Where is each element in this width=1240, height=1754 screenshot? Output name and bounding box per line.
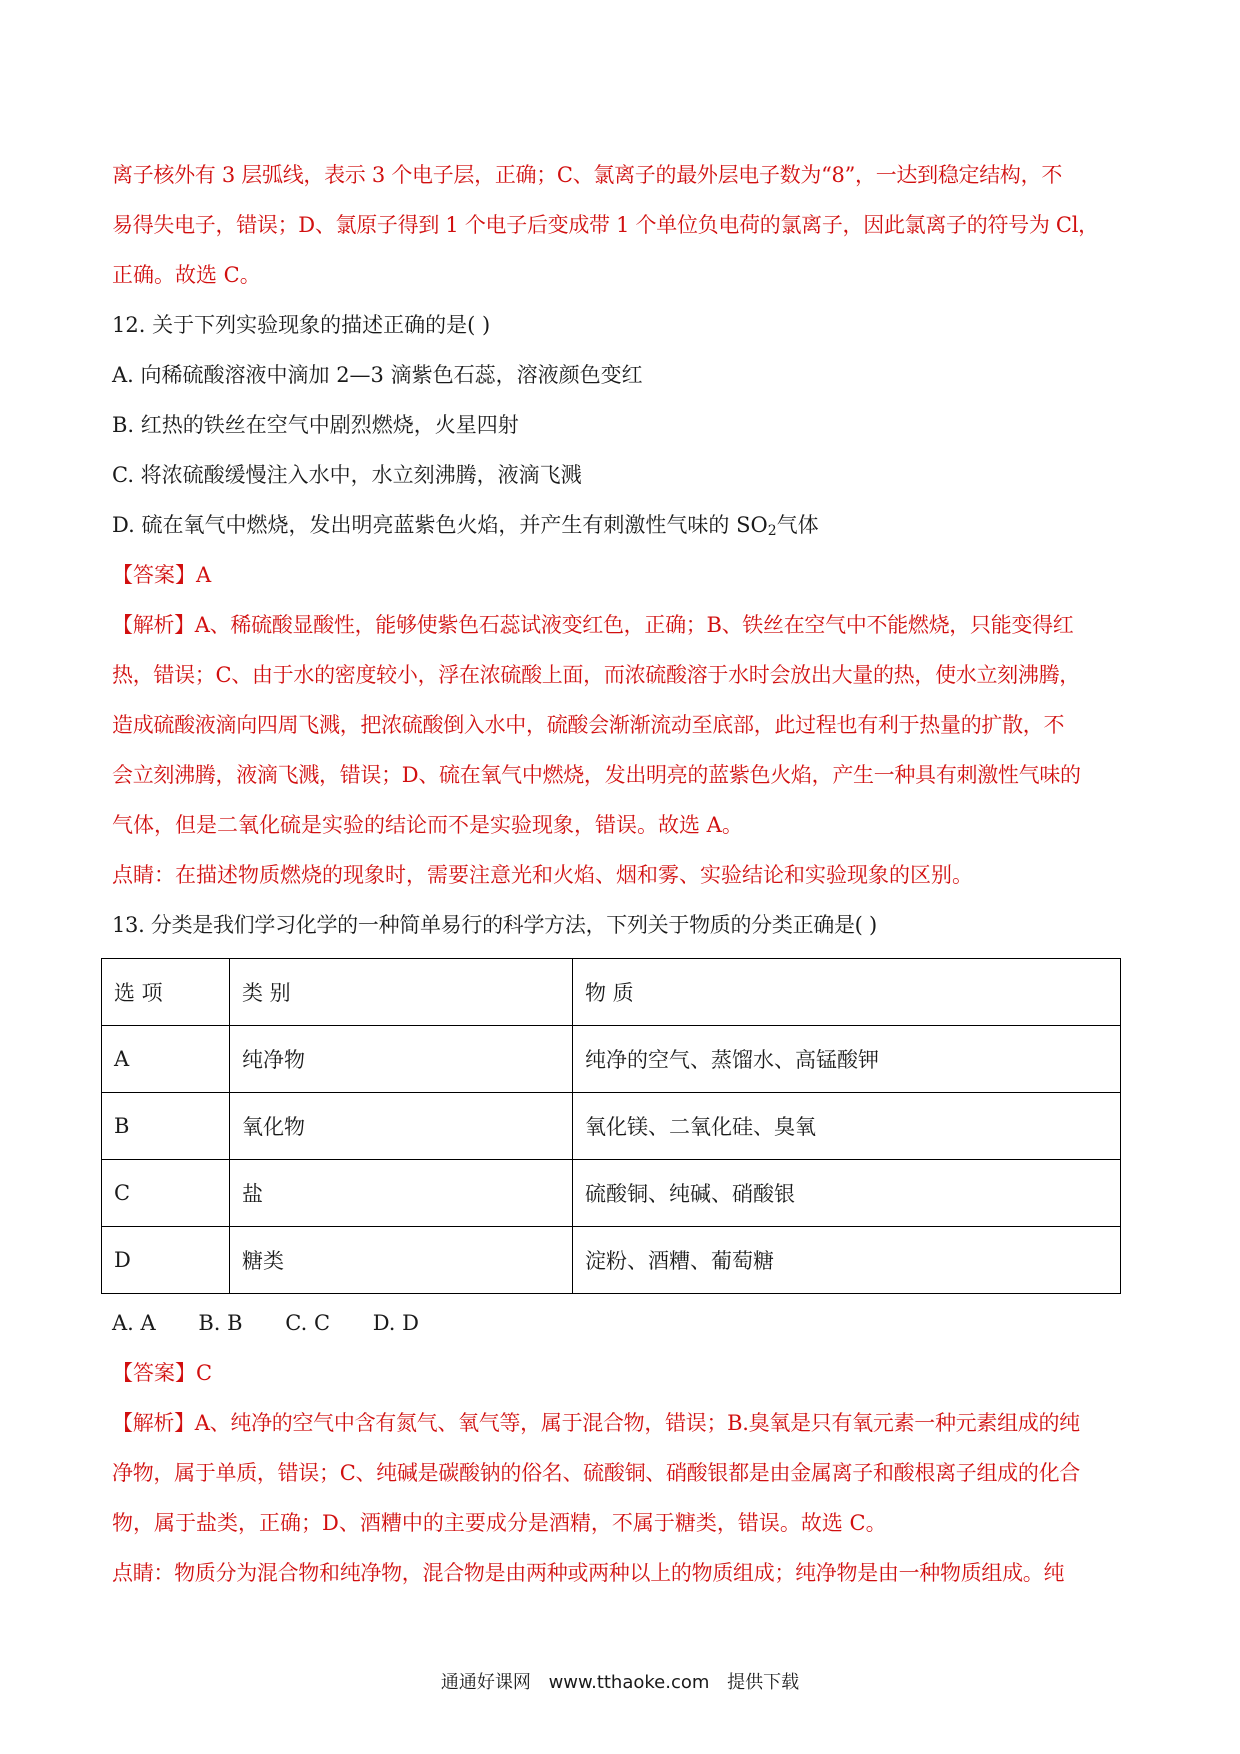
question-12-answer: 【答案】A bbox=[112, 563, 212, 587]
question-12-option-b: B. 红热的铁丝在空气中剧烈燃烧，火星四射 bbox=[112, 413, 519, 437]
question-13-choices bbox=[112, 1298, 1132, 1348]
question-13-choice-d: D. D bbox=[372, 1311, 419, 1335]
table-header-cell: 物 质 bbox=[573, 959, 1121, 1026]
table-cell: 纯净的空气、蒸馏水、高锰酸钾 bbox=[573, 1026, 1121, 1093]
question-13-stem: 13. 分类是我们学习化学的一种简单易行的科学方法，下列关于物质的分类正确是( ) bbox=[112, 913, 877, 937]
classification-table bbox=[101, 958, 1121, 1294]
question-13-explanation-line-1: 【解析】A、纯净的空气中含有氮气、氧气等，属于混合物，错误；B.臭氧是只有氧元素一种元素组成的纯 bbox=[112, 1411, 1080, 1435]
table-cell: 淀粉、酒糟、葡萄糖 bbox=[573, 1227, 1121, 1294]
table-cell: 氧化镁、二氧化硅、臭氧 bbox=[573, 1093, 1121, 1160]
table-cell: 纯净物 bbox=[230, 1026, 573, 1093]
table-cell: B bbox=[102, 1093, 230, 1160]
table-cell: 盐 bbox=[230, 1160, 573, 1227]
question-13-choice-a: A. A bbox=[112, 1311, 156, 1335]
table-cell: 硫酸铜、纯碱、硝酸银 bbox=[573, 1160, 1121, 1227]
question-13-explanation-line-3: 物，属于盐类，正确；D、酒糟中的主要成分是酒精，不属于糖类，错误。故选 C。 bbox=[112, 1511, 887, 1535]
prev-explanation-line-2: 易得失电子，错误；D、氯原子得到 1 个电子后变成带 1 个单位负电荷的氯离子，因此氯离子的符号为 Cl， bbox=[112, 213, 1099, 237]
footer-suffix: 提供下载 bbox=[727, 1672, 800, 1693]
option-d-text-end: 气体 bbox=[776, 513, 819, 537]
question-13-tip: 点睛：物质分为混合物和纯净物，混合物是由两种或两种以上的物质组成；纯净物是由一种物质组成。纯 bbox=[112, 1561, 1065, 1585]
question-13-explanation-line-2: 净物，属于单质，错误；C、纯碱是碳酸钠的俗名、硫酸铜、硝酸银都是由金属离子和酸根离子组成的化合 bbox=[112, 1461, 1080, 1485]
prev-explanation-line-3: 正确。故选 C。 bbox=[112, 263, 261, 287]
table-header-cell: 选 项 bbox=[102, 959, 230, 1026]
table-row bbox=[102, 1227, 1121, 1294]
question-12-tip: 点睛：在描述物质燃烧的现象时，需要注意光和火焰、烟和雾、实验结论和实验现象的区别。 bbox=[112, 863, 973, 887]
question-12-explanation-line-4: 会立刻沸腾，液滴飞溅，错误；D、硫在氧气中燃烧，发出明亮的蓝紫色火焰，产生一种具有刺激性气味的 bbox=[112, 763, 1081, 787]
question-12-explanation-line-1: 【解析】A、稀硫酸显酸性，能够使紫色石蕊试液变红色，正确；B、铁丝在空气中不能燃烧，只能变得红 bbox=[112, 613, 1074, 637]
table-row bbox=[102, 1093, 1121, 1160]
table-cell: 氧化物 bbox=[230, 1093, 573, 1160]
table-row bbox=[102, 1026, 1121, 1093]
table-header-cell: 类 别 bbox=[230, 959, 573, 1026]
table-cell: A bbox=[102, 1026, 230, 1093]
option-d-subscript: 2 bbox=[767, 523, 777, 539]
footer-url[interactable]: www.tthaoke.com bbox=[548, 1672, 710, 1693]
question-13-choice-c: C. C bbox=[285, 1311, 331, 1335]
table-row bbox=[102, 1160, 1121, 1227]
page-content bbox=[112, 150, 1132, 1598]
option-d-text: D. 硫在氧气中燃烧，发出明亮蓝紫色火焰，并产生有刺激性气味的 SO bbox=[112, 513, 768, 537]
question-12-explanation-line-3: 造成硫酸液滴向四周飞溅，把浓硫酸倒入水中，硫酸会渐渐流动至底部，此过程也有利于热量的扩散，不 bbox=[112, 713, 1065, 737]
question-13-answer: 【答案】C bbox=[112, 1361, 213, 1385]
prev-explanation-line-1: 离子核外有 3 层弧线，表示 3 个电子层，正确；C、氯离子的最外层电子数为“8”，一达到稳定结构，不 bbox=[112, 163, 1063, 187]
question-12-explanation-line-2: 热，错误；C、由于水的密度较小，浮在浓硫酸上面，而浓硫酸溶于水时会放出大量的热，使水立刻沸腾， bbox=[112, 663, 1080, 687]
question-12-option-a: A. 向稀硫酸溶液中滴加 2—3 滴紫色石蕊，溶液颜色变红 bbox=[112, 363, 643, 387]
question-12-option-d bbox=[112, 500, 1132, 550]
footer-site-name: 通通好课网 bbox=[440, 1672, 531, 1693]
table-cell: D bbox=[102, 1227, 230, 1294]
page-footer bbox=[0, 1668, 1240, 1694]
table-cell: C bbox=[102, 1160, 230, 1227]
question-12-explanation-line-5: 气体，但是二氧化硫是实验的结论而不是实验现象，错误。故选 A。 bbox=[112, 813, 743, 837]
table-cell: 糖类 bbox=[230, 1227, 573, 1294]
table-header-row bbox=[102, 959, 1121, 1026]
question-12-option-c: C. 将浓硫酸缓慢注入水中，水立刻沸腾，液滴飞溅 bbox=[112, 463, 582, 487]
question-12-stem: 12. 关于下列实验现象的描述正确的是( ) bbox=[112, 313, 491, 337]
question-13-choice-b: B. B bbox=[198, 1311, 243, 1335]
